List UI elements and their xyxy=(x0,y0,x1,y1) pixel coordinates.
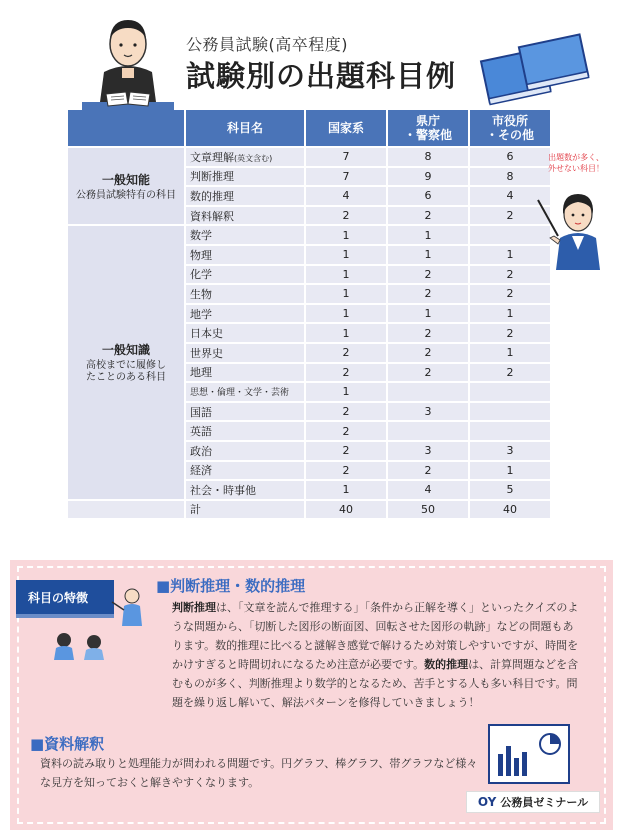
kokka-cell: 2 xyxy=(306,422,386,440)
subject-cell: 国語 xyxy=(186,403,304,421)
subject-cell: 世界史 xyxy=(186,344,304,362)
kokka-cell: 4 xyxy=(306,187,386,205)
category-title: 一般知識 xyxy=(101,343,150,358)
shiyakusho-cell xyxy=(470,422,550,440)
subject-table xyxy=(66,108,552,520)
kencho-cell: 2 xyxy=(388,207,468,225)
shiyakusho-cell xyxy=(470,403,550,421)
teacher-illustration xyxy=(536,180,616,270)
subject-cell: 思想・倫理・文学・芸術 xyxy=(186,383,304,401)
total-label: 計 xyxy=(186,501,304,519)
total-row xyxy=(68,501,550,519)
company-logo xyxy=(466,791,600,813)
table-row xyxy=(68,226,550,244)
kokka-cell: 1 xyxy=(306,481,386,499)
subject-cell: 資料解釈 xyxy=(186,207,304,225)
page-subtitle: 公務員試験(高卒程度) xyxy=(186,35,348,54)
kencho-cell: 2 xyxy=(388,285,468,303)
subject-cell: 文章理解(英文含む) xyxy=(186,148,304,166)
shiyakusho-cell: 3 xyxy=(470,442,550,460)
total-shiyakusho: 40 xyxy=(470,501,550,519)
chart-icon xyxy=(488,724,570,784)
kokka-cell: 1 xyxy=(306,383,386,401)
subject-cell: 日本史 xyxy=(186,324,304,342)
kokka-cell: 2 xyxy=(306,442,386,460)
kencho-cell xyxy=(388,383,468,401)
section1-title: ■判断推理・数的推理 xyxy=(156,577,306,595)
kokka-cell: 1 xyxy=(306,305,386,323)
subject-cell: 経済 xyxy=(186,462,304,480)
kokka-cell: 1 xyxy=(306,324,386,342)
subject-cell: 地学 xyxy=(186,305,304,323)
kokka-cell: 2 xyxy=(306,462,386,480)
kokka-cell: 2 xyxy=(306,207,386,225)
category-cell xyxy=(68,148,184,224)
shiyakusho-cell: 8 xyxy=(470,168,550,186)
shiyakusho-cell: 2 xyxy=(470,266,550,284)
books-icon xyxy=(472,30,602,110)
subject-cell: 物理 xyxy=(186,246,304,264)
shiyakusho-cell: 2 xyxy=(470,285,550,303)
total-kencho: 50 xyxy=(388,501,468,519)
shiyakusho-cell: 1 xyxy=(470,344,550,362)
kencho-cell: 2 xyxy=(388,364,468,382)
total-blank xyxy=(68,501,184,519)
header-shiyakusho: 市役所 ・その他 xyxy=(470,110,550,146)
kokka-cell: 7 xyxy=(306,168,386,186)
header-kokka: 国家系 xyxy=(306,110,386,146)
kencho-cell: 3 xyxy=(388,403,468,421)
shiyakusho-cell xyxy=(470,383,550,401)
classroom-illustration xyxy=(16,580,154,660)
kencho-cell: 3 xyxy=(388,442,468,460)
logo-text: 公務員ゼミナール xyxy=(500,796,589,809)
subject-cell: 化学 xyxy=(186,266,304,284)
category-title: 一般知能 xyxy=(101,172,150,187)
shiyakusho-cell: 2 xyxy=(470,364,550,382)
kencho-cell: 8 xyxy=(388,148,468,166)
kokka-cell: 2 xyxy=(306,403,386,421)
shiyakusho-cell: 4 xyxy=(470,187,550,205)
kencho-cell: 2 xyxy=(388,324,468,342)
section2-title: ■資料解釈 xyxy=(30,735,105,753)
shiyakusho-cell: 2 xyxy=(470,324,550,342)
total-kokka: 40 xyxy=(306,501,386,519)
header-subject: 科目名 xyxy=(186,110,304,146)
table-row xyxy=(68,148,550,166)
kencho-cell xyxy=(388,422,468,440)
category-desc: 高校までに履修したことのある科目 xyxy=(86,360,166,384)
subject-cell: 数的推理 xyxy=(186,187,304,205)
subject-cell: 政治 xyxy=(186,442,304,460)
shiyakusho-cell: 6 xyxy=(470,148,550,166)
subject-cell: 数学 xyxy=(186,226,304,244)
section2-body: 資料の読み取りと処理能力が問われる問題です。円グラフ、棒グラフ、帯グラフなど様々な見方を知っておくと解きやすくなります。 xyxy=(40,757,478,789)
kokka-cell: 1 xyxy=(306,246,386,264)
kokka-cell: 1 xyxy=(306,226,386,244)
kencho-cell: 1 xyxy=(388,246,468,264)
subject-cell: 生物 xyxy=(186,285,304,303)
kokka-cell: 1 xyxy=(306,285,386,303)
svg-text:科目の特徴: 科目の特徴 xyxy=(28,591,89,605)
page-title: 試験別の出題科目例 xyxy=(186,59,457,93)
section1-body: 判断推理は、「文章を読んで推理する」「条件から正解を導く」といったクイズのような問題から、「切断した図形の断面図、回転させた図形の軌跡」などの問題もあります。数的推理に比べると謎解き感覚で解けるため対策しやすいですが、時間をかけすぎると時間切れになるため注意が必要です。数的推理は、計算問題などを含むものが多く、判断推理より数学的となるため、苦手とする人も多い科目です。問題を繰り返し解いて、解法パターンを修得していきましょう！ xyxy=(172,601,579,709)
subject-cell: 地理 xyxy=(186,364,304,382)
kencho-cell: 6 xyxy=(388,187,468,205)
kencho-cell: 1 xyxy=(388,305,468,323)
shiyakusho-cell: 1 xyxy=(470,246,550,264)
category-cell xyxy=(68,226,184,498)
kencho-cell: 9 xyxy=(388,168,468,186)
subject-cell: 英語 xyxy=(186,422,304,440)
kokka-cell: 7 xyxy=(306,148,386,166)
shiyakusho-cell: 1 xyxy=(470,305,550,323)
kencho-cell: 2 xyxy=(388,462,468,480)
callout-text: 出題数が多く、 外せない科目！ xyxy=(548,153,604,173)
kencho-cell: 1 xyxy=(388,226,468,244)
kokka-cell: 1 xyxy=(306,266,386,284)
header-kencho: 県庁 ・警察他 xyxy=(388,110,468,146)
logo-mark: OY xyxy=(477,795,497,809)
kencho-cell: 2 xyxy=(388,344,468,362)
shiyakusho-cell: 2 xyxy=(470,207,550,225)
subject-cell: 判断推理 xyxy=(186,168,304,186)
kokka-cell: 2 xyxy=(306,344,386,362)
header-blank xyxy=(68,110,184,146)
category-desc: 公務員試験特有の科目 xyxy=(76,189,176,201)
shiyakusho-cell: 5 xyxy=(470,481,550,499)
subject-cell: 社会・時事他 xyxy=(186,481,304,499)
kokka-cell: 2 xyxy=(306,364,386,382)
kencho-cell: 4 xyxy=(388,481,468,499)
kencho-cell: 2 xyxy=(388,266,468,284)
shiyakusho-cell: 1 xyxy=(470,462,550,480)
